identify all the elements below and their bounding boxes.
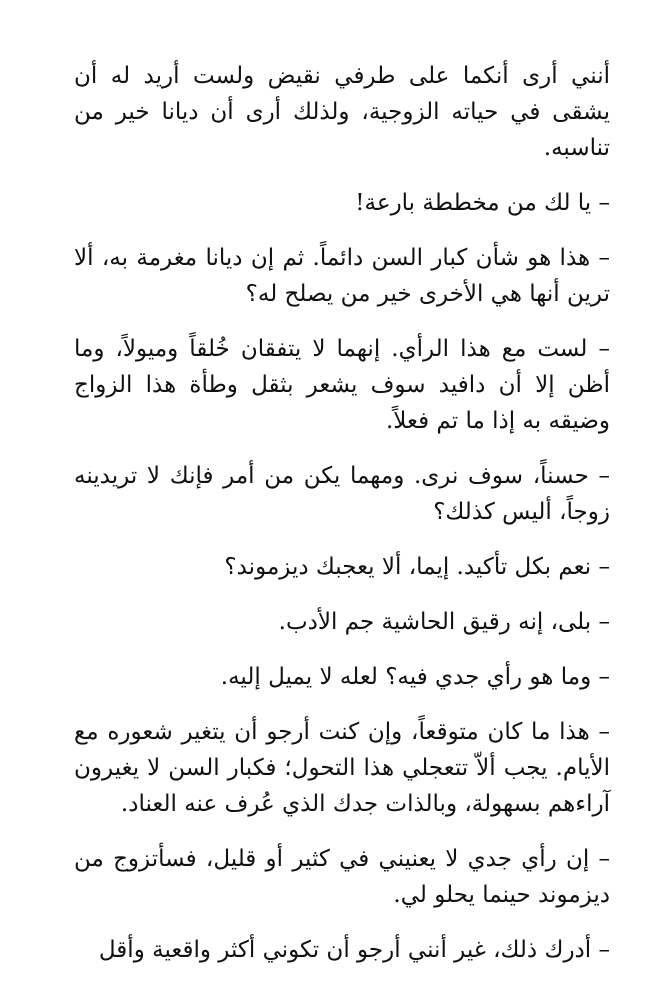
paragraph-1: أنني أرى أنكما على طرفي نقيض ولست أريد له أن يشقى في حياته الزوجية، ولذلك أرى أن ديانا خير من تناسبه.: [74, 63, 610, 161]
paragraph-9: – هذا ما كان متوقعاً، وإن كنت أرجو أن يتغير شعوره مع الأيام. يجب ألاّ تتعجلي هذا التحول؛ فكبار السن لا يغيرون آراءهم بسهولة، وبالذات جدك الذي عُرف عنه العناد.: [74, 719, 610, 817]
paragraph-7: – بلى، إنه رقيق الحاشية جم الأدب.: [278, 609, 610, 635]
paragraph-5: – حسناً، سوف نرى. ومهما يكن من أمر فإنك لا تريدينه زوجاً، أليس كذلك؟: [74, 463, 610, 525]
paragraph-4: – لست مع هذا الرأي. إنهما لا يتفقان خُلقاً وميولاً، وما أظن إلا أن دافيد سوف يشعر بثقل وطأة هذا الزواج وضيقه به إذا ما تم فعلاً.: [74, 336, 610, 434]
paragraph-6: – نعم بكل تأكيد. إيما، ألا يعجبك ديزموند؟: [224, 554, 610, 580]
book-page: [74, 58, 610, 968]
paragraph-3: – هذا هو شأن كبار السن دائماً. ثم إن ديانا مغرمة به، ألا ترين أنها هي الأخرى خير من يصلح له؟: [74, 245, 610, 307]
paragraph-10: – إن رأي جدي لا يعنيني في كثير أو قليل، فسأتزوج من ديزموند حينما يحلو لي.: [74, 846, 610, 908]
paragraph-8: – وما هو رأي جدي فيه؟ لعله لا يميل إليه.: [220, 664, 610, 690]
paragraph-11: – أدرك ذلك، غير أنني أرجو أن تكوني أكثر واقعية وأقل: [98, 937, 610, 963]
paragraph-2: – يا لك من مخططة بارعة!: [355, 190, 610, 216]
